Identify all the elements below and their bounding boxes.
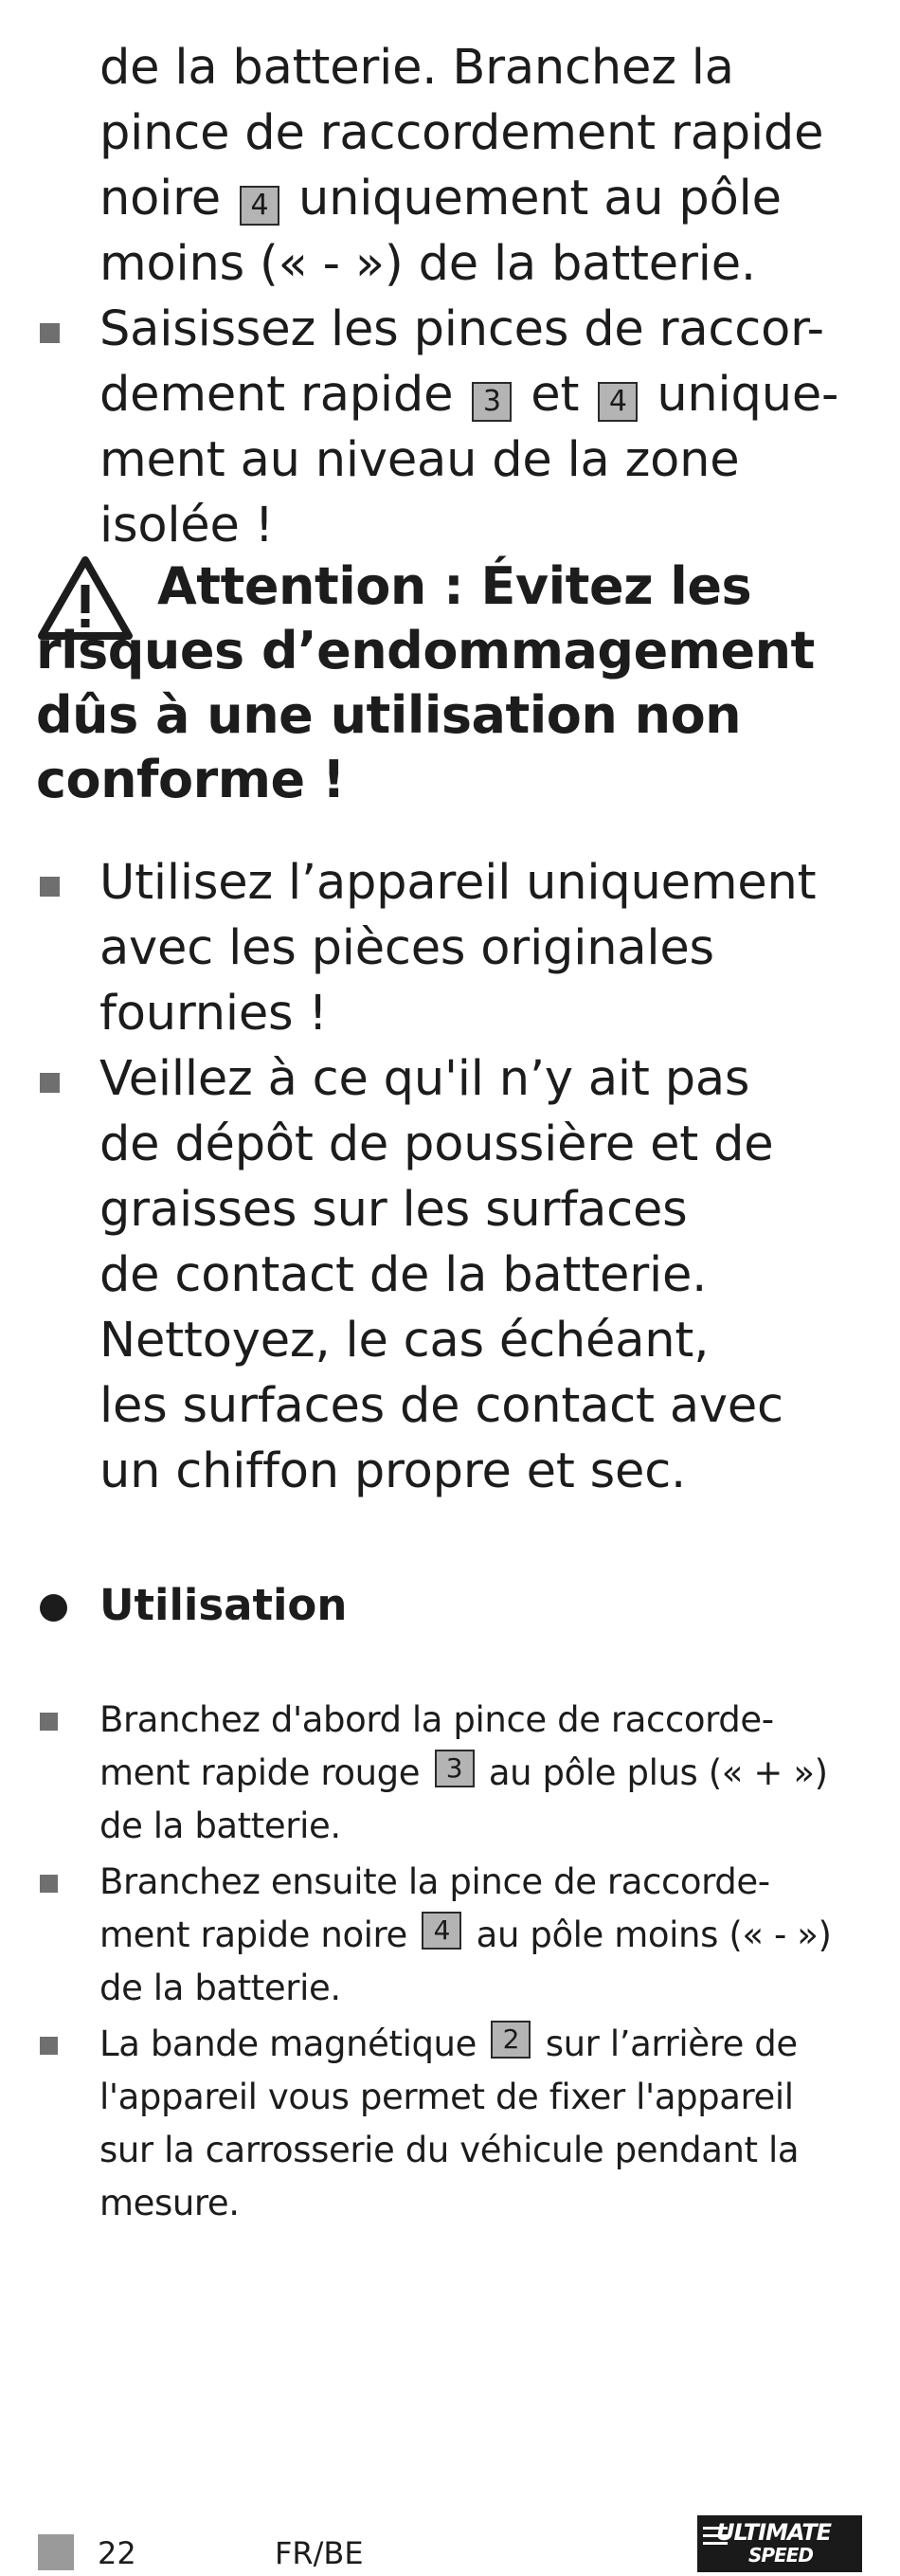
parts-line-1: Utilisez l’appareil uniquement bbox=[99, 855, 817, 911]
grip-line-1: Saisissez les pinces de raccor- bbox=[99, 301, 824, 357]
parts-line-3: fournies ! bbox=[99, 986, 328, 1042]
black-line-3: de la batterie. bbox=[99, 1968, 341, 2008]
black-line-2 bbox=[99, 1909, 886, 1962]
clean-line-2: de dépôt de poussière et de bbox=[99, 1116, 774, 1172]
intro-line-1: de la batterie. Branchez la bbox=[99, 40, 734, 96]
magnet-line-2: l'appareil vous permet de fixer l'appareil bbox=[99, 2077, 794, 2117]
square-bullet-icon bbox=[40, 1073, 60, 1093]
square-bullet-icon bbox=[40, 1875, 58, 1893]
page-number: 22 bbox=[98, 2535, 136, 2571]
list-item-text bbox=[99, 2018, 886, 2230]
grip-line-2 bbox=[99, 362, 886, 427]
warning-heading-line-2: risques d’endommagement bbox=[36, 621, 815, 680]
warning-heading bbox=[36, 554, 870, 812]
part-reference-badge: 4 bbox=[598, 382, 638, 422]
list-item-text bbox=[99, 1856, 886, 2015]
red-line-1: Branchez d'abord la pince de raccorde- bbox=[99, 1699, 774, 1740]
magnet-line-3: sur la carrosserie du véhicule pendant la bbox=[99, 2130, 800, 2170]
ultimate-speed-logo bbox=[697, 2515, 862, 2572]
round-bullet-icon bbox=[40, 1594, 67, 1622]
square-bullet-icon bbox=[40, 2037, 58, 2055]
clean-line-4: de contact de la batterie. bbox=[99, 1247, 708, 1303]
section-title: Utilisation bbox=[99, 1580, 348, 1630]
part-reference-badge: 2 bbox=[491, 2021, 531, 2059]
black-line-2-end: au pôle moins (« - ») bbox=[476, 1914, 832, 1955]
red-line-2-end: au pôle plus (« + ») bbox=[488, 1752, 828, 1793]
grip-line-2-mid: et bbox=[531, 367, 580, 423]
clean-line-6: les surfaces de contact avec bbox=[99, 1378, 783, 1434]
intro-paragraph bbox=[99, 35, 876, 297]
intro-line-2: pince de raccordement rapide bbox=[99, 105, 824, 161]
black-line-2-start: ment rapide noire bbox=[99, 1914, 407, 1955]
grip-line-4: isolée ! bbox=[99, 498, 274, 553]
list-item-text bbox=[99, 850, 886, 1046]
list-item-text bbox=[99, 1694, 886, 1853]
part-reference-badge: 3 bbox=[435, 1750, 475, 1787]
logo-text-top: ULTIMATE bbox=[716, 2519, 832, 2546]
list-item-text bbox=[99, 1046, 886, 1504]
clean-line-7: un chiffon propre et sec. bbox=[99, 1443, 687, 1499]
grip-line-2-start: dement rapide bbox=[99, 367, 454, 423]
clean-line-1: Veillez à ce qu'il n’y ait pas bbox=[99, 1051, 750, 1107]
grip-line-2-end: unique- bbox=[657, 367, 839, 423]
parts-line-2: avec les pièces originales bbox=[99, 920, 714, 976]
clean-line-5: Nettoyez, le cas échéant, bbox=[99, 1313, 710, 1369]
magnet-line-4: mesure. bbox=[99, 2183, 240, 2223]
red-line-3: de la batterie. bbox=[99, 1805, 341, 1846]
black-line-1: Branchez ensuite la pince de raccorde- bbox=[99, 1861, 770, 1902]
red-line-2 bbox=[99, 1747, 886, 1800]
magnet-line-1-end: sur l’arrière de bbox=[545, 2023, 798, 2064]
red-line-2-start: ment rapide rouge bbox=[99, 1752, 421, 1793]
intro-line-4: moins (« - ») de la batterie. bbox=[99, 236, 756, 292]
part-reference-badge: 4 bbox=[240, 186, 279, 226]
square-bullet-icon bbox=[40, 1713, 58, 1731]
warning-heading-line-1: Attention : Évitez les bbox=[157, 556, 752, 616]
part-reference-badge: 4 bbox=[422, 1912, 461, 1950]
page-marker-square bbox=[38, 2534, 74, 2570]
warning-heading-line-4: conforme ! bbox=[36, 750, 346, 809]
intro-line-3 bbox=[99, 166, 876, 231]
grip-line-3: ment au niveau de la zone bbox=[99, 432, 740, 488]
language-code: FR/BE bbox=[275, 2535, 364, 2571]
list-item-text bbox=[99, 297, 886, 558]
square-bullet-icon bbox=[40, 323, 60, 343]
clean-line-3: graisses sur les surfaces bbox=[99, 1182, 688, 1238]
part-reference-badge: 3 bbox=[472, 382, 512, 422]
warning-heading-line-3: dûs à une utilisation non bbox=[36, 685, 742, 745]
intro-line-3-start: noire bbox=[99, 171, 221, 227]
magnet-line-1 bbox=[99, 2018, 886, 2071]
magnet-line-1-start: La bande magnétique bbox=[99, 2023, 477, 2064]
square-bullet-icon bbox=[40, 877, 60, 897]
intro-line-3-end: uniquement au pôle bbox=[297, 171, 782, 227]
logo-text-bottom: SPEED bbox=[748, 2544, 813, 2567]
